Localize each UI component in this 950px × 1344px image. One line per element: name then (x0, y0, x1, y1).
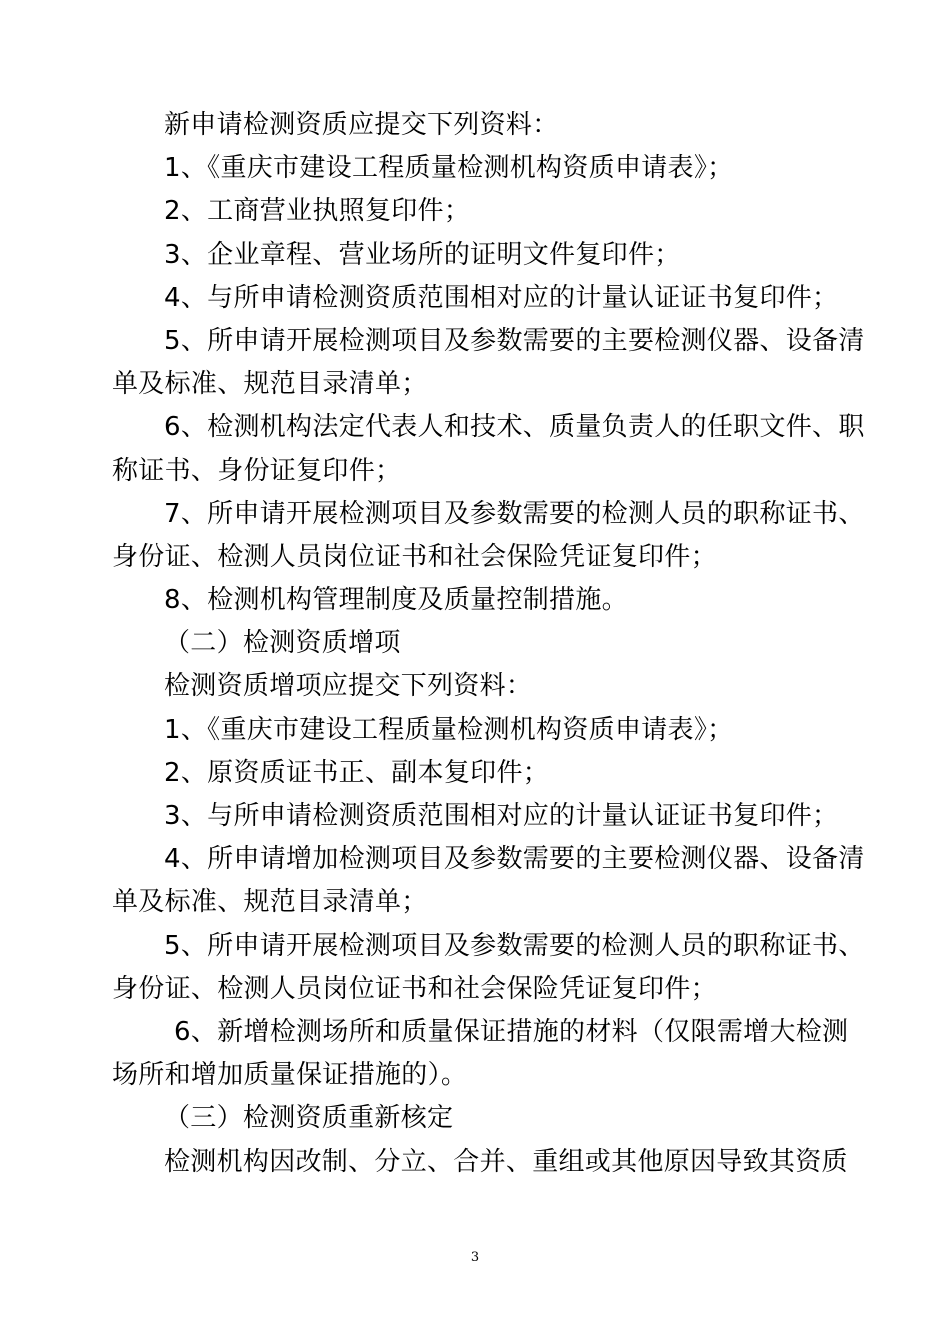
text-line: 1、《重庆市建设工程质量检测机构资质申请表》； (164, 714, 734, 745)
document-body (112, 104, 865, 1184)
text-line: 称证书、身份证复印件； (112, 455, 402, 486)
text-line: 6、新增检测场所和质量保证措施的材料（仅限需增大检测 (174, 1016, 849, 1047)
text-line: 单及标准、规范目录清单； (112, 369, 428, 400)
text-line: 检测资质增项应提交下列资料： (164, 671, 533, 702)
text-line: 2、工商营业执照复印件； (164, 196, 471, 227)
text-line: 4、与所申请检测资质范围相对应的计量认证证书复印件； (164, 282, 839, 313)
text-line: 身份证、检测人员岗位证书和社会保险凭证复印件； (112, 541, 717, 572)
text-line: 1、《重庆市建设工程质量检测机构资质申请表》； (164, 153, 734, 184)
page-number: 3 (470, 1250, 480, 1265)
text-line: 身份证、检测人员岗位证书和社会保险凭证复印件； (112, 973, 717, 1004)
text-line: 5、所申请开展检测项目及参数需要的主要检测仪器、设备清 (164, 325, 865, 356)
text-line: 4、所申请增加检测项目及参数需要的主要检测仪器、设备清 (164, 844, 865, 875)
text-line: 3、与所申请检测资质范围相对应的计量认证证书复印件； (164, 801, 839, 831)
text-line: 单及标准、规范目录清单； (112, 887, 428, 918)
text-line: 8、检测机构管理制度及质量控制措施。 (164, 585, 628, 616)
text-line: 5、所申请开展检测项目及参数需要的检测人员的职称证书、 (164, 930, 865, 961)
text-line: （三）检测资质重新核定 (164, 1103, 454, 1134)
text-line: 2、原资质证书正、副本复印件； (164, 757, 550, 788)
text-line: 检测机构因改制、分立、合并、重组或其他原因导致其资质 (164, 1146, 848, 1177)
text-line: （二）检测资质增项 (164, 628, 401, 659)
text-line: 新申请检测资质应提交下列资料： (164, 110, 559, 140)
text-line: 3、企业章程、营业场所的证明文件复印件； (164, 239, 681, 270)
text-line: 7、所申请开展检测项目及参数需要的检测人员的职称证书、 (164, 498, 865, 529)
text-line: 6、检测机构法定代表人和技术、质量负责人的任职文件、职 (164, 412, 865, 443)
text-line: 场所和增加质量保证措施的）。 (112, 1060, 468, 1091)
